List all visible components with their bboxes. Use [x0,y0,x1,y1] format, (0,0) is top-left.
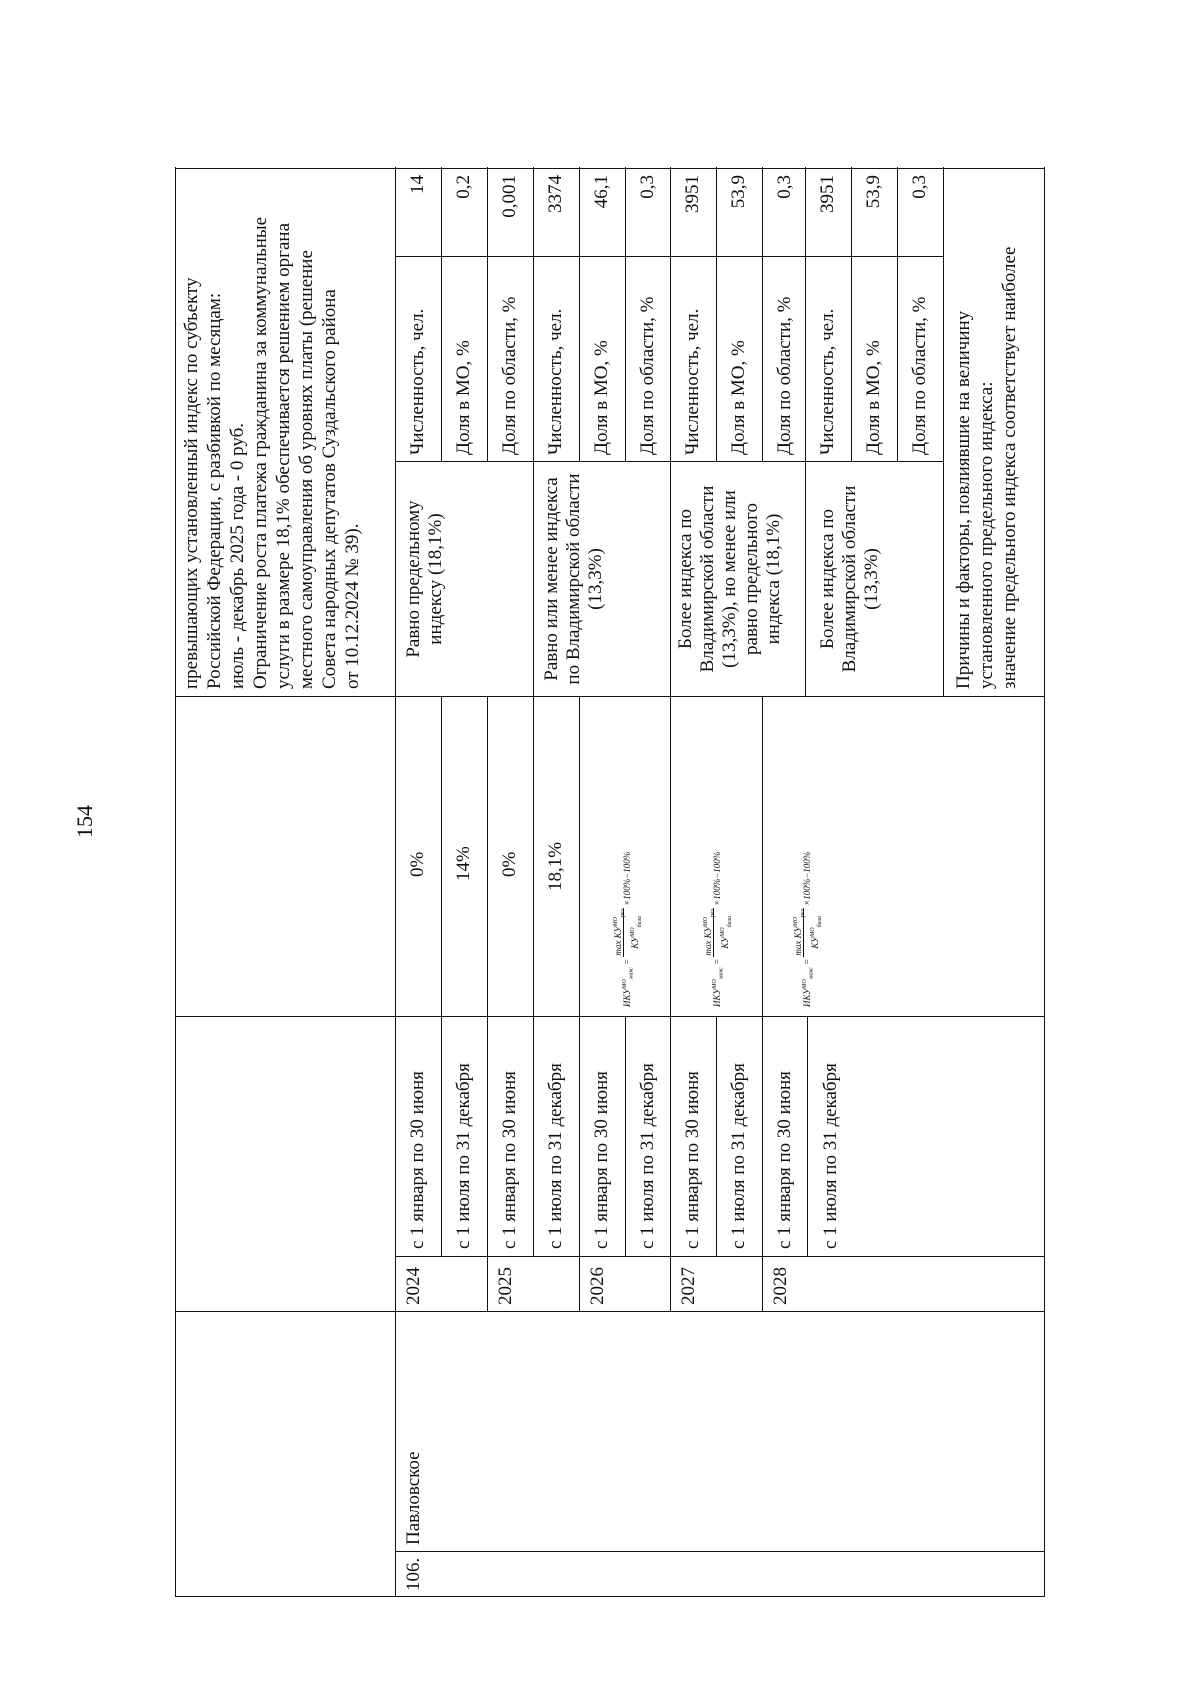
row-number: 106. [403,1557,424,1591]
formula-2028: $ИКУ^{МО}_{макс} = \max КУ^{МО}_{рез}$ $КУ^{МО}_{база} \times 100\%-100\%$ [793,851,823,1007]
col-divider-value-2 [805,256,943,257]
header-line-1: превышающих установленный индекс по субъекту [181,277,202,689]
year-2028: 2028 [770,1267,791,1305]
group-between: Более индекса по Владимирской области (13,3%), но менее или равно предельного индекса (18,1%) [675,485,784,673]
metric-label: Доля по области, % [774,296,795,455]
group-above-region: Более индекса по Владимирской области (13,3%) [817,485,882,673]
period-2025-h1: с 1 января по 30 июня [499,1071,520,1249]
year-2024: 2024 [403,1267,424,1305]
metric-label: Доля по области, % [909,296,930,455]
footer-line-3: значение предельного индекса соответствует наиболее [999,246,1020,689]
metric-sep-3 [533,167,534,697]
year-sep-2 [579,1017,580,1312]
idx-sep-3 [670,697,671,1017]
metric-sep-9 [805,167,806,697]
col-divider-value [395,256,805,257]
table-border-bottom [1044,167,1045,1597]
half-sep-3 [625,1017,626,1257]
metric-value: 0,3 [774,175,795,199]
header-line-5: услуги в размере 18,1% обеспечивается решением органа [273,222,294,689]
metric-value: 0,2 [453,175,474,199]
metric-sep-7 [716,167,717,462]
page-number: 154 [72,805,97,838]
metric-value: 3951 [682,175,703,213]
metric-value: 0,3 [909,175,930,199]
year-2026: 2026 [587,1267,608,1305]
period-2024-h2: с 1 июля по 31 декабря [453,1063,474,1249]
row-name: Павловское [403,1451,424,1545]
table-border-right [175,168,1045,169]
metric-label: Доля по области, % [499,296,520,455]
year-2025: 2025 [495,1267,516,1305]
year-sep-3 [670,1017,671,1312]
half-sep-4 [716,1017,717,1257]
metric-value: 0,3 [637,175,658,199]
metric-sep-10 [851,167,852,462]
header-line-2: Российской Федерации, с разбивкой по месяцам: [204,292,225,689]
metric-label: Доля в МО, % [728,340,749,455]
index-2024-h1: 0% [407,851,428,877]
metric-sep-8 [762,167,763,462]
period-2027-h2: с 1 июля по 31 декабря [728,1063,749,1249]
col-divider-metric [395,461,805,462]
col-divider-metric-2 [805,461,943,462]
half-sep-5 [807,1017,808,1257]
header-line-6: местного самоуправления об уровнях платы (решение [296,250,317,689]
metric-sep-1 [441,167,442,462]
metric-sep-5 [625,167,626,462]
col-divider-number [395,1551,1045,1552]
period-2028-h2: с 1 июля по 31 декабря [820,1063,841,1249]
index-2025-h2: 18,1% [545,841,566,891]
metric-label: Численность, чел. [817,308,838,455]
metric-sep-2 [487,167,488,462]
metric-value: 14 [407,175,428,194]
metric-sep-11 [897,167,898,462]
metric-label: Численность, чел. [682,308,703,455]
table-border-left [175,1596,1045,1597]
col-divider-name [175,1311,1045,1312]
formula-2027: $ИКУ^{МО}_{макс} = \max КУ^{МО}_{рез}$ $КУ^{МО}_{база} \times 100\%-100\%$ [703,851,733,1007]
idx-sep-4 [762,697,763,1017]
header-line-4: Ограничение роста платежа гражданина за коммунальные [250,216,271,689]
group-equal-limit: Равно предельному индексу (18,1%) [403,500,446,658]
metric-sep-6 [670,167,671,697]
footer-line-1: Причины и факторы, повлиявшие на величину [953,310,974,689]
footer-top [943,167,944,697]
row-106-top [395,167,396,1597]
metric-value: 46,1 [591,175,612,209]
period-2024-h1: с 1 января по 30 июня [407,1071,428,1249]
col-divider-period [175,1016,1045,1017]
formula-2026: $ИКУ^{МО}_{макс} = \max КУ^{МО}_{рез}$ $КУ^{МО}_{база} \times 100\%-100\%$ [613,851,643,1007]
metric-label: Доля по области, % [637,296,658,455]
period-2027-h1: с 1 января по 30 июня [682,1071,703,1249]
year-sep-4 [762,1017,763,1312]
footer-line-2: установленного предельного индекса: [976,381,997,689]
year-2027: 2027 [678,1267,699,1305]
col-divider-index [175,696,1045,697]
rotated-table-canvas [175,167,1045,1597]
idx-sep-1 [487,697,488,1017]
metric-label: Доля в МО, % [453,340,474,455]
half-sep-2 [533,697,534,1257]
metric-value: 3374 [545,175,566,213]
metric-label: Доля в МО, % [863,340,884,455]
header-line-8: от 10.12.2024 № 39). [342,523,363,689]
metric-value: 0,001 [499,175,520,218]
group-le-region: Равно или менее индекса по Владимирской области (13,3%) [541,473,606,685]
header-line-7: Совета народных депутатов Суздальского района [319,289,340,689]
idx-sep-2 [579,697,580,1017]
index-2025-h1: 0% [499,851,520,877]
half-sep-1 [441,697,442,1257]
metric-value: 3951 [817,175,838,213]
metric-label: Численность, чел. [407,308,428,455]
col-divider-year [395,1256,1045,1257]
metric-value: 53,9 [728,175,749,209]
year-sep-1 [487,1017,488,1312]
index-2024-h2: 14% [453,846,474,881]
metric-sep-4 [579,167,580,462]
metric-value: 53,9 [863,175,884,209]
period-2028-h1: с 1 января по 30 июня [774,1071,795,1249]
metric-label: Численность, чел. [545,308,566,455]
header-line-3: июль - декабрь 2025 года - 0 руб. [227,422,248,689]
table-border-top [175,167,176,1597]
metric-label: Доля в МО, % [591,340,612,455]
period-2025-h2: с 1 июля по 31 декабря [545,1063,566,1249]
period-2026-h1: с 1 января по 30 июня [591,1071,612,1249]
period-2026-h2: с 1 июля по 31 декабря [637,1063,658,1249]
